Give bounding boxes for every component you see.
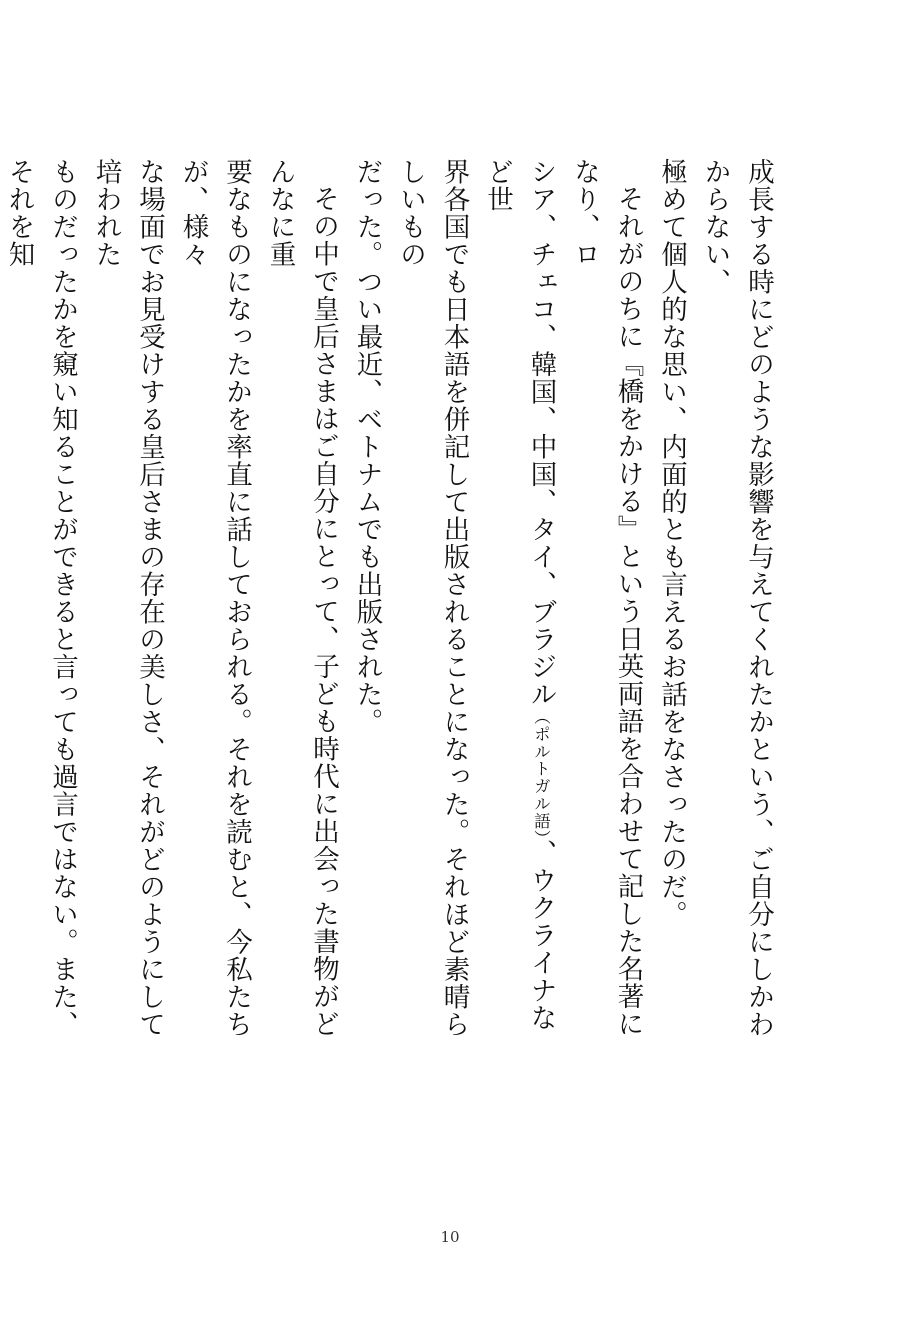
paragraph-2-after: 、ウクライナなど世 界各国でも日本語を併記して出版されることになった。それほど素晴らしいもの だった。つい最近、ベトナムでも出版された。 bbox=[351, 158, 557, 1038]
body-text bbox=[3, 158, 780, 1043]
paragraph-2-before: それがのちに『橋をかける』という日英両語を合わせて記した名著になり、ロ シア、チェコ、韓国、中国、タイ、ブラジル bbox=[525, 158, 644, 1037]
paragraph-2 bbox=[345, 158, 650, 1043]
paragraph-3: その中で皇后さまはご自分にとって、子ども時代に出会った書物がどんなに重 要なものになったかを率直に話しておられる。それを読むと、今私たちが、様々 な場面でお見受けする皇后さまの存在の美しさ、それがどのようにして培われた ものだったかを窺い知ることができると言っても過言ではない。また、それを知 bbox=[3, 158, 339, 1038]
paragraph-2-small-note: （ポルトガル語） bbox=[531, 708, 551, 840]
page-number: 10 bbox=[440, 1228, 460, 1246]
paragraph-1: 成長する時にどのような影響を与えてくれたかという、ご自分にしかわからない、 極めて個人的な思い、内面的とも言えるお話をなさったのだ。 bbox=[656, 158, 774, 1038]
